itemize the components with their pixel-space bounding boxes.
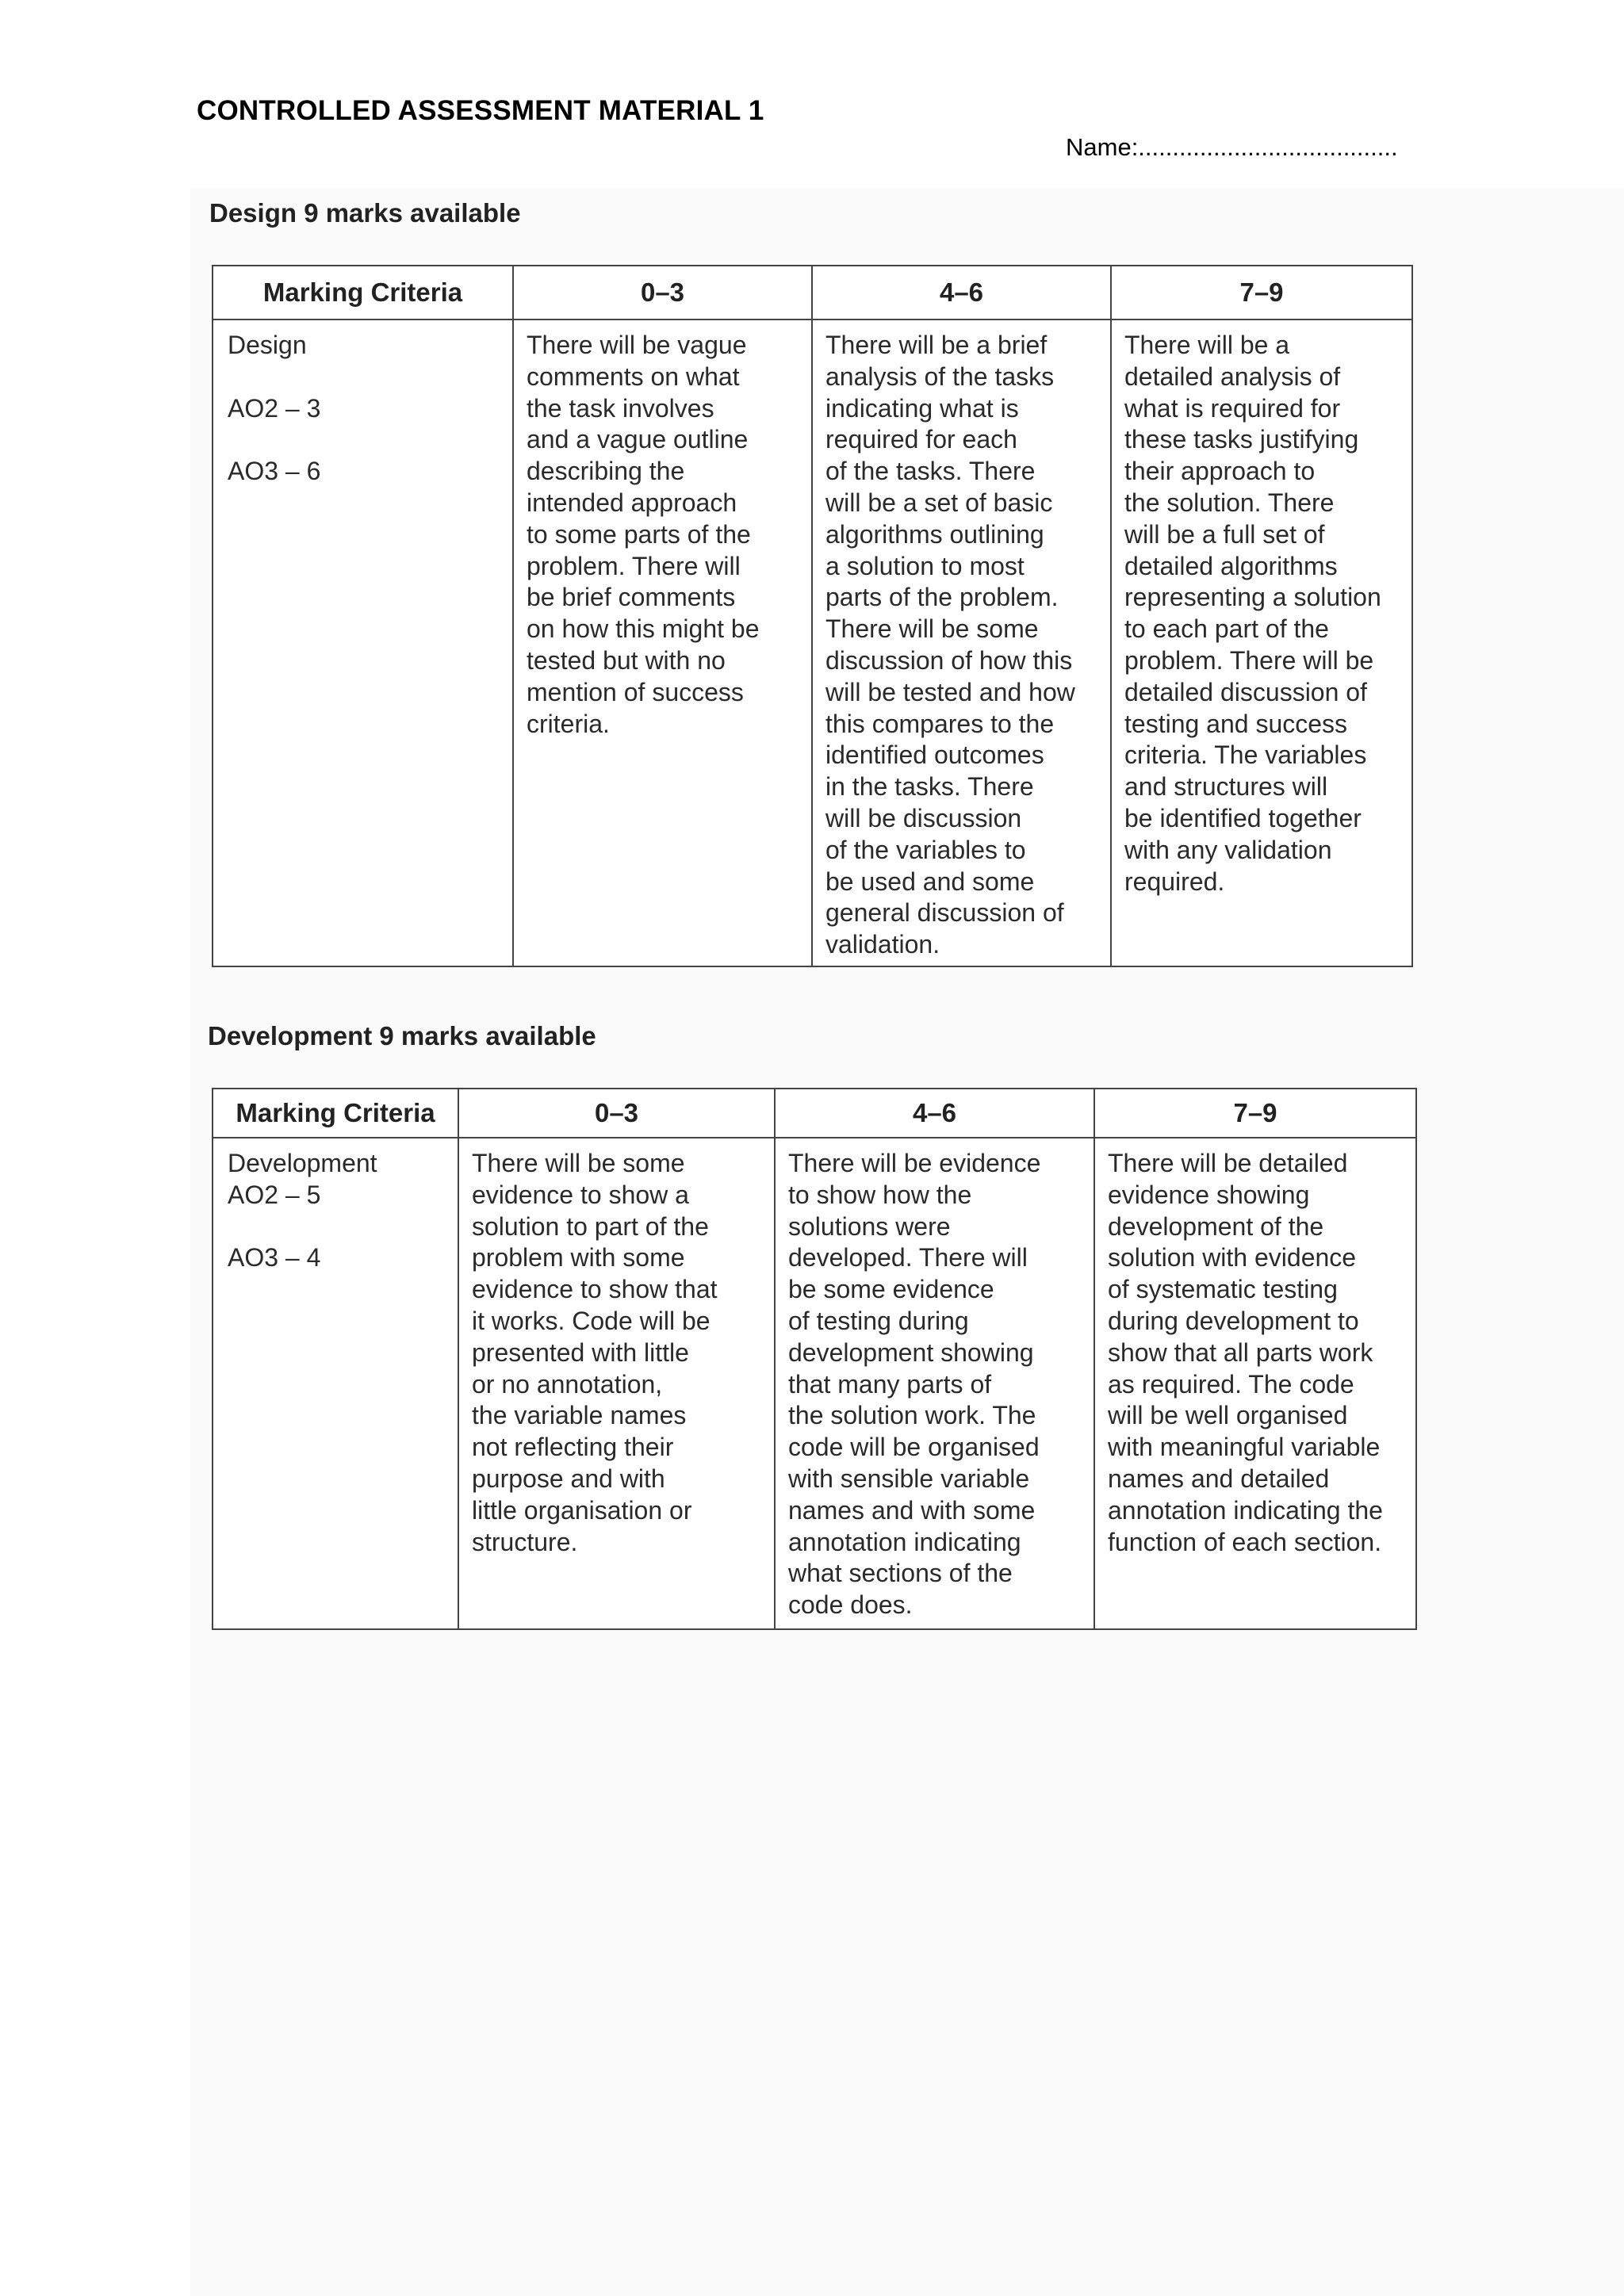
spacer xyxy=(228,362,508,393)
descriptor-line: or no annotation, xyxy=(472,1369,663,1399)
descriptor-line: with sensible variable xyxy=(788,1464,1030,1493)
descriptor-line: of testing during xyxy=(788,1306,969,1335)
descriptor-line: evidence to show that xyxy=(472,1275,718,1304)
design-header-band-0-3: 0–3 xyxy=(513,266,812,320)
document-title: CONTROLLED ASSESSMENT MATERIAL 1 xyxy=(197,95,764,126)
descriptor-line: their approach to xyxy=(1124,457,1316,486)
design-criteria-ao3: AO3 – 6 xyxy=(228,457,321,486)
descriptor-line: evidence to show a xyxy=(472,1180,689,1209)
development-header-criteria: Marking Criteria xyxy=(213,1089,458,1138)
development-criteria-ao2: AO2 – 5 xyxy=(228,1180,321,1209)
descriptor-line: intended approach xyxy=(527,488,737,517)
descriptor-line: function of each section. xyxy=(1108,1527,1382,1556)
descriptor-line: general discussion of xyxy=(825,898,1064,928)
development-rubric-table xyxy=(212,1088,1417,1630)
descriptor-line: with meaningful variable xyxy=(1108,1433,1381,1462)
development-criteria-ao3: AO3 – 4 xyxy=(228,1243,321,1272)
descriptor-line: criteria. xyxy=(527,709,610,738)
descriptor-line: detailed algorithms xyxy=(1124,551,1338,580)
descriptor-line: algorithms outlining xyxy=(825,519,1044,549)
descriptor-line: analysis of the tasks xyxy=(825,362,1055,391)
development-criteria-row xyxy=(213,1138,1416,1629)
descriptor-line: mention of success xyxy=(527,677,744,706)
descriptor-line: on how this might be xyxy=(527,614,760,644)
spacer xyxy=(228,424,508,456)
development-header-band-4-6: 4–6 xyxy=(775,1089,1094,1138)
descriptor-line: of the variables to xyxy=(825,835,1026,864)
descriptor-line: presented with little xyxy=(472,1337,689,1367)
descriptor-line: detailed discussion of xyxy=(1124,677,1367,706)
name-field: Name:...................................... xyxy=(1066,133,1398,161)
descriptor-line: purpose and with xyxy=(472,1464,665,1493)
descriptor-line: be brief comments xyxy=(527,583,736,612)
descriptor-line: the solution. There xyxy=(1124,488,1335,517)
descriptor-line: problem. There will xyxy=(527,551,741,580)
descriptor-line: to some parts of the xyxy=(527,519,751,549)
descriptor-line: to show how the xyxy=(788,1180,972,1209)
design-header-row xyxy=(213,266,1412,320)
descriptor-line: There will be evidence xyxy=(788,1149,1041,1177)
spacer xyxy=(228,1211,453,1243)
descriptor-line: discussion of how this xyxy=(825,645,1073,675)
descriptor-line: be used and some xyxy=(825,867,1035,896)
descriptor-line: tested but with no xyxy=(527,645,726,675)
descriptor-line: indicating what is xyxy=(825,393,1019,423)
descriptor-line: and structures will xyxy=(1124,772,1328,802)
descriptor-line: of systematic testing xyxy=(1108,1275,1338,1304)
development-band-0-3-descriptor xyxy=(458,1138,775,1629)
design-criteria-cell xyxy=(213,320,513,966)
descriptor-line: There will be vague xyxy=(527,331,747,359)
descriptor-line: code will be organised xyxy=(788,1433,1040,1462)
descriptor-line: describing the xyxy=(527,457,685,486)
descriptor-line: the solution work. The xyxy=(788,1401,1036,1430)
descriptor-line: show that all parts work xyxy=(1108,1337,1373,1367)
descriptor-line: during development to xyxy=(1108,1306,1359,1335)
descriptor-line: evidence showing xyxy=(1108,1180,1310,1209)
descriptor-line: of the tasks. There xyxy=(825,457,1036,486)
descriptor-line: criteria. The variables xyxy=(1124,740,1367,770)
descriptor-line: in the tasks. There xyxy=(825,772,1034,802)
design-band-0-3-descriptor xyxy=(513,320,812,966)
descriptor-line: will be discussion xyxy=(825,803,1022,832)
descriptor-line: be some evidence xyxy=(788,1275,994,1304)
descriptor-line: There will be some xyxy=(825,614,1039,644)
descriptor-line: what sections of the xyxy=(788,1559,1013,1588)
development-section-heading: Development 9 marks available xyxy=(208,1021,596,1050)
descriptor-line: code does. xyxy=(788,1590,913,1620)
design-section-heading: Design 9 marks available xyxy=(209,198,521,228)
design-criteria-ao2: AO2 – 3 xyxy=(228,393,321,423)
descriptor-line: the variable names xyxy=(472,1401,687,1430)
descriptor-line: representing a solution xyxy=(1124,583,1381,612)
descriptor-line: that many parts of xyxy=(788,1369,992,1399)
descriptor-line: will be well organised xyxy=(1108,1401,1348,1430)
descriptor-line: There will be a brief xyxy=(825,331,1048,359)
descriptor-line: There will be detailed xyxy=(1108,1149,1348,1177)
descriptor-line: detailed analysis of xyxy=(1124,362,1341,391)
descriptor-line: what is required for xyxy=(1124,393,1341,423)
design-rubric-table xyxy=(212,265,1413,967)
descriptor-line: structure. xyxy=(472,1527,578,1556)
descriptor-line: with any validation xyxy=(1124,835,1332,864)
descriptor-line: There will be a xyxy=(1124,331,1290,359)
descriptor-line: and a vague outline xyxy=(527,425,749,454)
design-criteria-name: Design xyxy=(228,331,307,359)
descriptor-line: names and with some xyxy=(788,1495,1036,1525)
descriptor-line: not reflecting their xyxy=(472,1433,674,1462)
descriptor-line: development of the xyxy=(1108,1211,1324,1241)
descriptor-line: will be a set of basic xyxy=(825,488,1053,517)
descriptor-line: There will be some xyxy=(472,1149,685,1177)
descriptor-line: these tasks justifying xyxy=(1124,425,1359,454)
descriptor-line: solutions were xyxy=(788,1211,951,1241)
descriptor-line: as required. The code xyxy=(1108,1369,1354,1399)
descriptor-line: solution with evidence xyxy=(1108,1243,1357,1272)
descriptor-line: will be tested and how xyxy=(825,677,1075,706)
development-band-7-9-descriptor xyxy=(1094,1138,1416,1629)
descriptor-line: solution to part of the xyxy=(472,1211,709,1241)
descriptor-line: developed. There will xyxy=(788,1243,1028,1272)
development-header-row xyxy=(213,1089,1416,1138)
descriptor-line: identified outcomes xyxy=(825,740,1044,770)
design-criteria-row xyxy=(213,320,1412,966)
descriptor-line: validation. xyxy=(825,930,940,959)
descriptor-line: comments on what xyxy=(527,362,740,391)
descriptor-line: to each part of the xyxy=(1124,614,1329,644)
descriptor-line: this compares to the xyxy=(825,709,1055,738)
development-band-4-6-descriptor xyxy=(775,1138,1094,1629)
descriptor-line: problem with some xyxy=(472,1243,685,1272)
design-header-band-7-9: 7–9 xyxy=(1111,266,1412,320)
descriptor-line: required for each xyxy=(825,425,1017,454)
design-band-7-9-descriptor xyxy=(1111,320,1412,966)
descriptor-line: little organisation or xyxy=(472,1495,692,1525)
descriptor-line: names and detailed xyxy=(1108,1464,1330,1493)
development-header-band-0-3: 0–3 xyxy=(458,1089,775,1138)
descriptor-line: annotation indicating the xyxy=(1108,1495,1383,1525)
design-header-band-4-6: 4–6 xyxy=(812,266,1111,320)
design-band-4-6-descriptor xyxy=(812,320,1111,966)
design-header-criteria: Marking Criteria xyxy=(213,266,513,320)
descriptor-line: a solution to most xyxy=(825,551,1025,580)
descriptor-line: testing and success xyxy=(1124,709,1348,738)
descriptor-line: annotation indicating xyxy=(788,1527,1021,1556)
descriptor-line: will be a full set of xyxy=(1124,519,1325,549)
development-criteria-cell xyxy=(213,1138,458,1629)
descriptor-line: it works. Code will be xyxy=(472,1306,710,1335)
descriptor-line: development showing xyxy=(788,1337,1034,1367)
descriptor-line: parts of the problem. xyxy=(825,583,1059,612)
descriptor-line: the task involves xyxy=(527,393,714,423)
descriptor-line: problem. There will be xyxy=(1124,645,1374,675)
descriptor-line: be identified together xyxy=(1124,803,1362,832)
development-header-band-7-9: 7–9 xyxy=(1094,1089,1416,1138)
descriptor-line: required. xyxy=(1124,867,1225,896)
development-criteria-name: Development xyxy=(228,1149,377,1177)
